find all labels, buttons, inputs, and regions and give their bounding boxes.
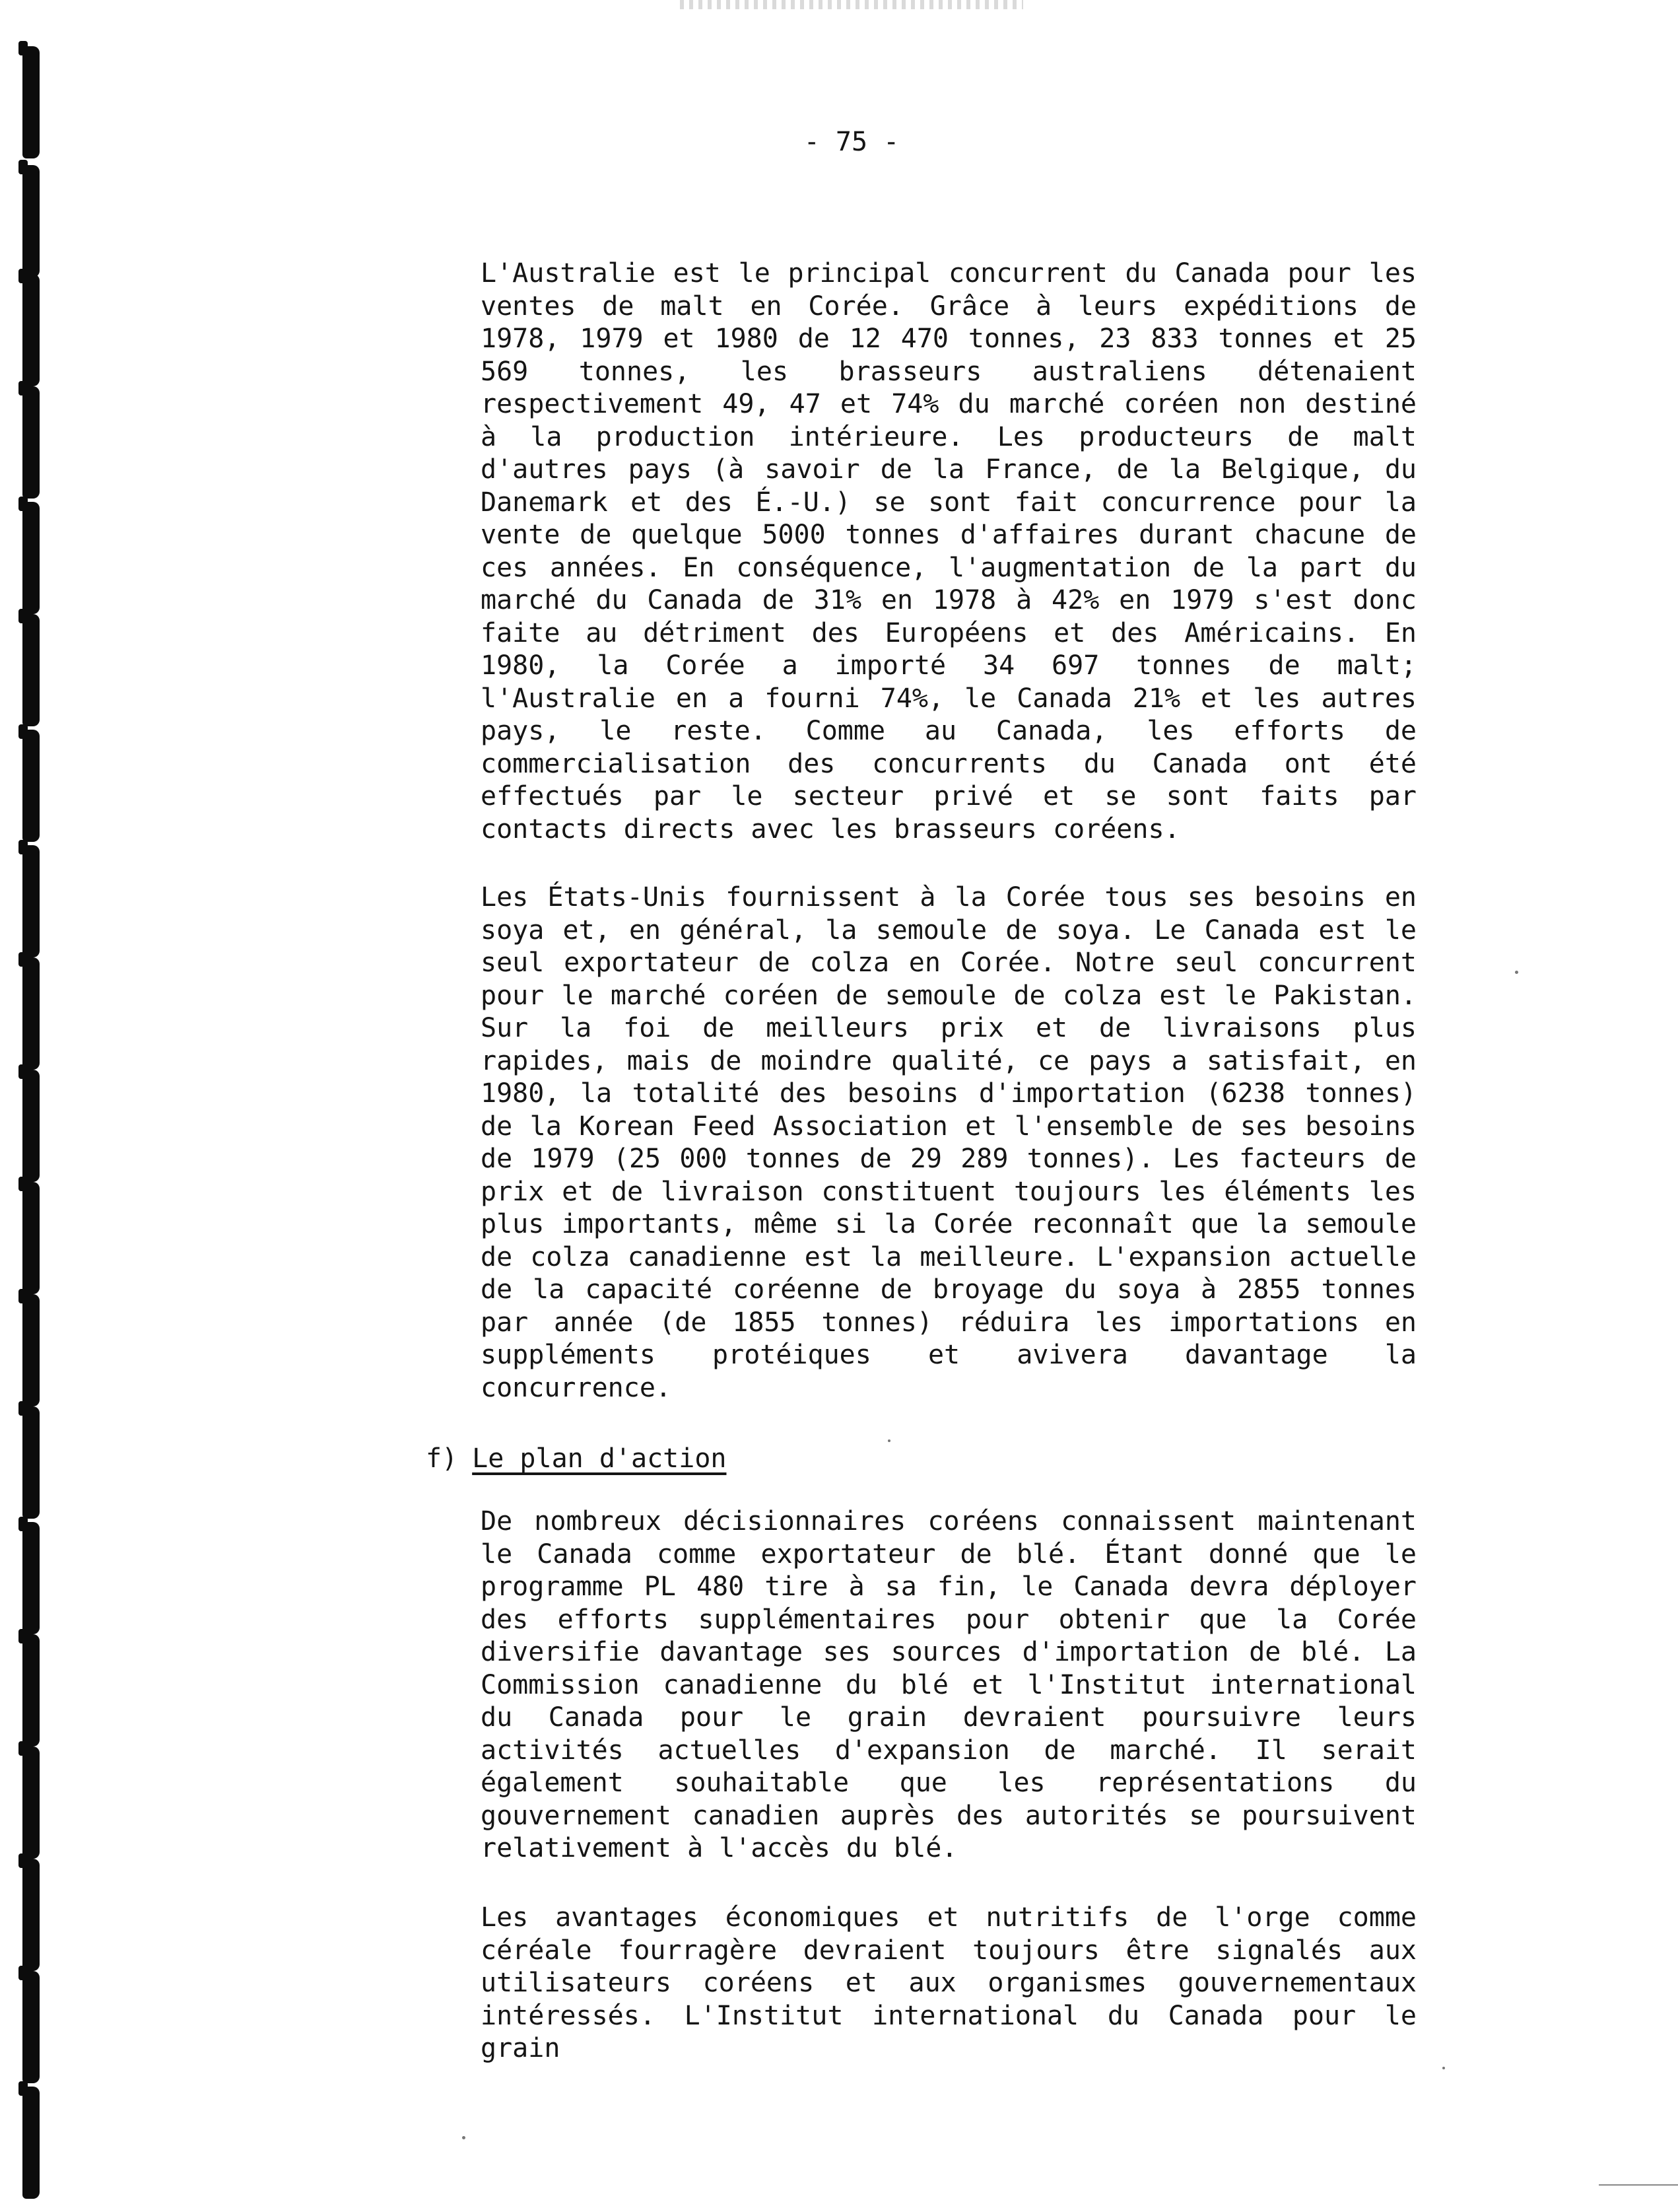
paragraph-malt-competition: L'Australie est le principal concurrent du Canada pour les ventes de malt en Corée. Grâce à leurs expéditions de 1978, 1979 et 1980 de 12 470 tonnes, 23 833 tonnes et 25 569 tonnes, les brasseurs australiens détenaient respectivement 49, 47 et 74% du marché coréen non destiné à la production intérieure. Les producteurs de malt d'autres pays (à savoir de la France, de la Belgique, du Danemark et des É.-U.) se sont fait concurrence pour la vente de quelque 5000 tonnes d'affaires durant chacune de ces années. En conséquence, l'augmentation de la part du marché du Canada de 31% en 1978 à 42% en 1979 s'est donc faite au détriment des Européens et des Américains. En 1980, la Corée a importé 34 697 tonnes de malt; l'Australie en a fourni 74%, le Canada 21% et les autres pays, le reste. Comme au Canada, les efforts de commercialisation des concurrents du Canada ont été effectués par le secteur privé et se sont faits par contacts directs avec les brasseurs coréens. — [481, 258, 1417, 845]
scan-speck — [888, 1439, 890, 1442]
scan-speck — [1442, 2067, 1445, 2069]
paragraph-barley: Les avantages économiques et nutritifs de l'orge comme céréale fourragère devraient toujours être signalés aux utilisateurs coréens et aux organismes gouvernementaux intéressés. L'Institut international du Canada pour le grain — [481, 1902, 1417, 2063]
section-heading — [426, 1442, 726, 1475]
binding-hole — [22, 46, 40, 158]
scan-speck — [462, 2136, 465, 2139]
binding-hole — [22, 386, 40, 499]
scan-edge-line — [1599, 2184, 1678, 2186]
binding-hole — [22, 730, 40, 842]
page-number: - 75 - — [803, 127, 900, 157]
binding-hole — [22, 2087, 40, 2199]
binding-hole — [22, 1971, 40, 2083]
binding-hole — [22, 957, 40, 1070]
binding-hole — [22, 1859, 40, 1971]
binding-hole — [22, 614, 40, 726]
binding-hole — [22, 1182, 40, 1294]
scan-speck — [1515, 971, 1518, 974]
binding-hole — [22, 1746, 40, 1859]
binding-hole — [22, 1070, 40, 1182]
scan-artifact — [680, 0, 1023, 9]
binding-hole — [22, 1294, 40, 1406]
binding-holes — [0, 0, 79, 2212]
binding-hole — [22, 845, 40, 957]
binding-hole — [22, 1522, 40, 1634]
binding-hole — [22, 502, 40, 614]
binding-hole — [22, 1634, 40, 1746]
section-marker: f) — [426, 1443, 458, 1474]
paragraph-wheat: De nombreux décisionnaires coréens connaissent maintenant le Canada comme exportateur de blé. Étant donné que le programme PL 480 tire à sa fin, le Canada devra déployer des efforts supplémentaires pour obtenir que la Corée diversifie davantage ses sources d'importation de blé. La Commission canadienne du blé et l'Institut international du Canada pour le grain devraient poursuivre leurs activités actuelles d'expansion de marché. Il serait également souhaitable que les représentations du gouvernement canadien auprès des autorités se poursuivent relativement à l'accès du blé. — [481, 1506, 1417, 1863]
section-title: Le plan d'action — [472, 1443, 727, 1474]
binding-hole — [22, 1406, 40, 1519]
binding-hole — [22, 274, 40, 386]
paragraph-soya-colza: Les États-Unis fournissent à la Corée tous ses besoins en soya et, en général, la semoule de soya. Le Canada est le seul exportateur de colza en Corée. Notre seul concurrent pour le marché coréen de semoule de colza est le Pakistan. Sur la foi de meilleurs prix et de livraisons plus rapides, mais de moindre qualité, ce pays a satisfait, en 1980, la totalité des besoins d'importation (6238 tonnes) de la Korean Feed Association et l'ensemble de ses besoins de 1979 (25 000 tonnes de 29 289 tonnes). Les facteurs de prix et de livraison constituent toujours les éléments les plus importants, même si la Corée reconnaît que la semoule de colza canadienne est la meilleure. L'expansion actuelle de la capacité coréenne de broyage du soya à 2855 tonnes par année (de 1855 tonnes) réduira les importations en suppléments protéiques et avivera davantage la concurrence. — [481, 882, 1417, 1403]
binding-hole — [22, 165, 40, 277]
